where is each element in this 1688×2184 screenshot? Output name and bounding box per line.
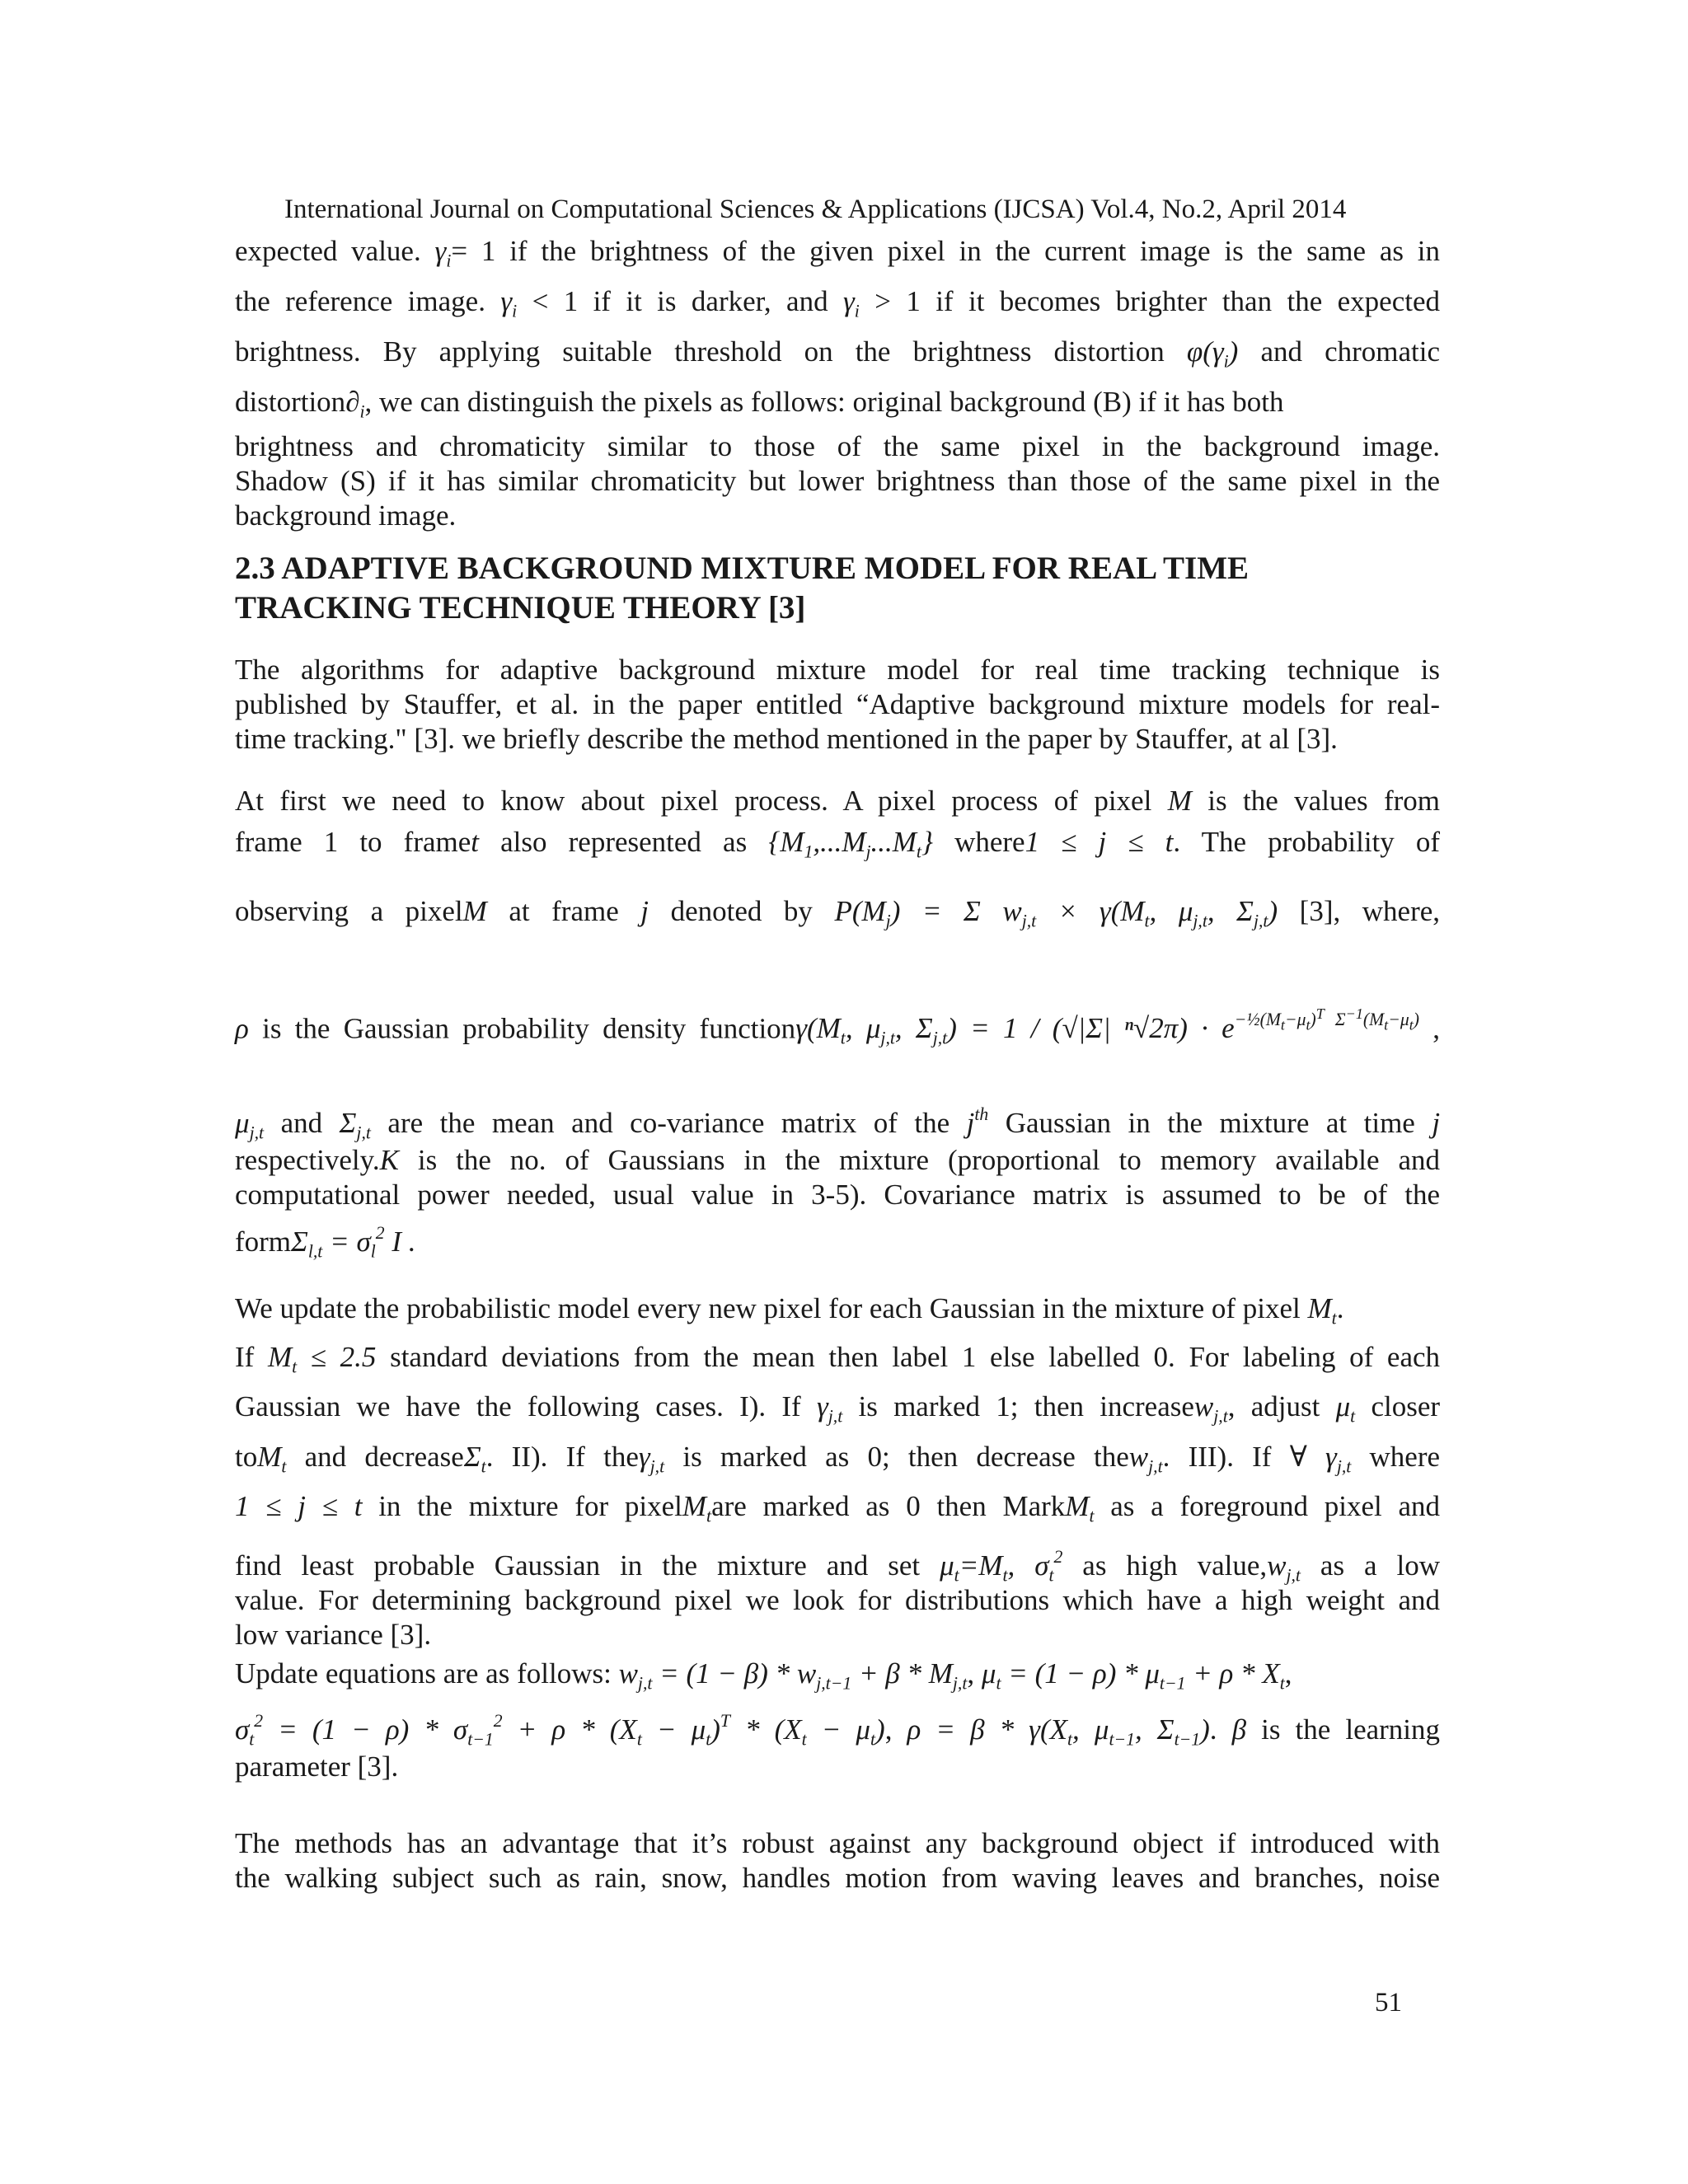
variance-update-equation: $\sigma_t^2 = (1 - \rho) * \sigma_{t-1}^2 + \rho * (X_t - \mu_t)^T * (X_t - \mu_t)$ bbox=[235, 1711, 885, 1750]
gaussian-pdf-equation: $\gamma(M_t$, $\mu_{j,t}$, $\Sigma_{j,t}) = 1 / (√|\Sigma|$ $^n√2\pi) \cdot e^{-\frac{1}{2}(M_t-\mu_t)^T \Sigma^{-1}(M_t-\mu_t)}$ bbox=[795, 1005, 1419, 1049]
mean-update-equation: $\mu_t = (1 - \rho) * \mu_{t-1} + \rho * X_t$ bbox=[981, 1657, 1285, 1694]
page-number: 51 bbox=[1375, 1988, 1402, 2018]
weight-update-equation: $w_{j,t} = (1 - \beta) * w_{j,t-1} + \beta * M_{j,t}$ bbox=[618, 1657, 968, 1694]
running-header: International Journal on Computational Sciences & Applications (IJCSA) Vol.4, No.2, April 2014 bbox=[284, 194, 1347, 224]
paper-page: International Journal on Computational Sciences & Applications (IJCSA) Vol.4, No.2, April 2014 expected value. $\gamma_i= 1$ if the brightness of the given pixel in the current image is the same as in the reference image. $\gamma_i < 1$ if it is darker, and $\gamma_i > 1$ if it becomes brighter than the expected brightness. By applying suitable threshold on the brightness distortion $\varphi(\gamma_i)$ and chromatic $distortion\partial_i$, we can distinguish the pixels as follows: original background (B) if it has both brightness and chromaticity similar to those of the same pixel in the background image. Shadow (S) if it has similar chromaticity but lower brightness than those of the same pixel in the background image. 2.3 ADAPTIVE BACKGROUND MIXTURE MODEL FOR REAL TIME TRACKING TECHNIQUE THEORY [3] The algorithms for adaptive background mixture model for real time tracking technique is published by Stauffer, et al. in the paper entitled “Adaptive background mixture models for real- time tracking." [3]. we briefly describe the method mentioned in the paper by Stauffer, at al [3]. At first we need to know about pixel process. A pixel process of pixel M is the values from frame 1 to framet also represented as $\{M_1,...M_j...M_t\}$ where1 ≤ j ≤ t. The probability of observing a pixelM at frame j denoted by $P(M_j) = \Sigma$ $w_{j,t} \times \gamma(M_t$, $\mu_{j,t}$, $\Sigma_{j,t}$) [3], where, ρ is the Gaussian probability density $function\gamma(M_t$, $\mu_{j,t}$, $\Sigma_{j,t}) = 1 / (√|\Sigma|$ $^n√2\pi) \cdot e^{-\frac{1}{2}(M_t-\mu_t)^T \Sigma^{-1}(M_t-\mu_t)}$ , $\mu_{j,t}$ and $\Sigma_{j,t}$ are the mean and co-variance matrix of the $j^{th}$ Gaussian in the mixture at time j respectively.K is the no. of Gaussians in the mixture (proportional to memory available and computational power needed, usual value in 3-5). Covariance matrix is assumed to be of the formΣ$_{l,t}$ = $\sigma_l^2$ I . We update the probabilistic model every new pixel for each Gaussian in the mixture of pixel $M_t$. If $M_t \le 2.5$ standard deviations from the mean then label 1 else labelled 0. For labeling of each Gaussian we have the following cases. I). If $\gamma_{j,t}$ is marked 1; then increasew$_{j,t}$, adjust $\mu_t$ closer toM$_t$ and decreaseΣ$_t$. II). If theγ$_{j,t}$ is marked as 0; then decrease thew$_{j,t}$. III). If ∀ $\gamma_{j,t}$ where 1 ≤ j ≤ t in the mixture for pixelM$_t$are marked as 0 then MarkM$_t$ as a foreground pixel and find least probable Gaussian in the mixture and set $\mu_t=M_t$, $\sigma_t^2$ as high $value,w_{j,t}$ as a low value. For determining background pixel we look for distributions which have a high weight and low variance [3]. Update equations are as follows: $w_{j,t} = (1 - \beta) * w_{j,t-1} + \beta * M_{j,t}$, $\mu_t = (1 - \rho) * \mu_{t-1} + \rho * X_t$, $\sigma_t^2 = (1 - \rho) * \sigma_{t-1}^2 + \rho * (X_t - \mu_t)^T * (X_t - \mu_t)$, $\rho = \beta * \gamma(X_t$, $\mu_{t-1}$, $\Sigma_{t-1}$). β is the learning parameter [3]. The methods has an advantage that it’s robust against any background object if introduced with the walking subject such as rain, snow, handles motion from waving leaves and branches, noise 51 bbox=[235, 194, 1441, 2018]
section-heading: 2.3 ADAPTIVE BACKGROUND MIXTURE MODEL FOR REAL TIME TRACKING TECHNIQUE THEORY [3] bbox=[235, 551, 1250, 626]
mixture-probability-equation: $P(M_j) = \Sigma$ $w_{j,t} \times \gamma(M_t$, $\mu_{j,t}$, $\Sigma_{j,t}$) bbox=[834, 895, 1278, 931]
rho-equation: $\rho = \beta * \gamma(X_t$, $\mu_{t-1}$, $\Sigma_{t-1}$) bbox=[907, 1713, 1210, 1750]
